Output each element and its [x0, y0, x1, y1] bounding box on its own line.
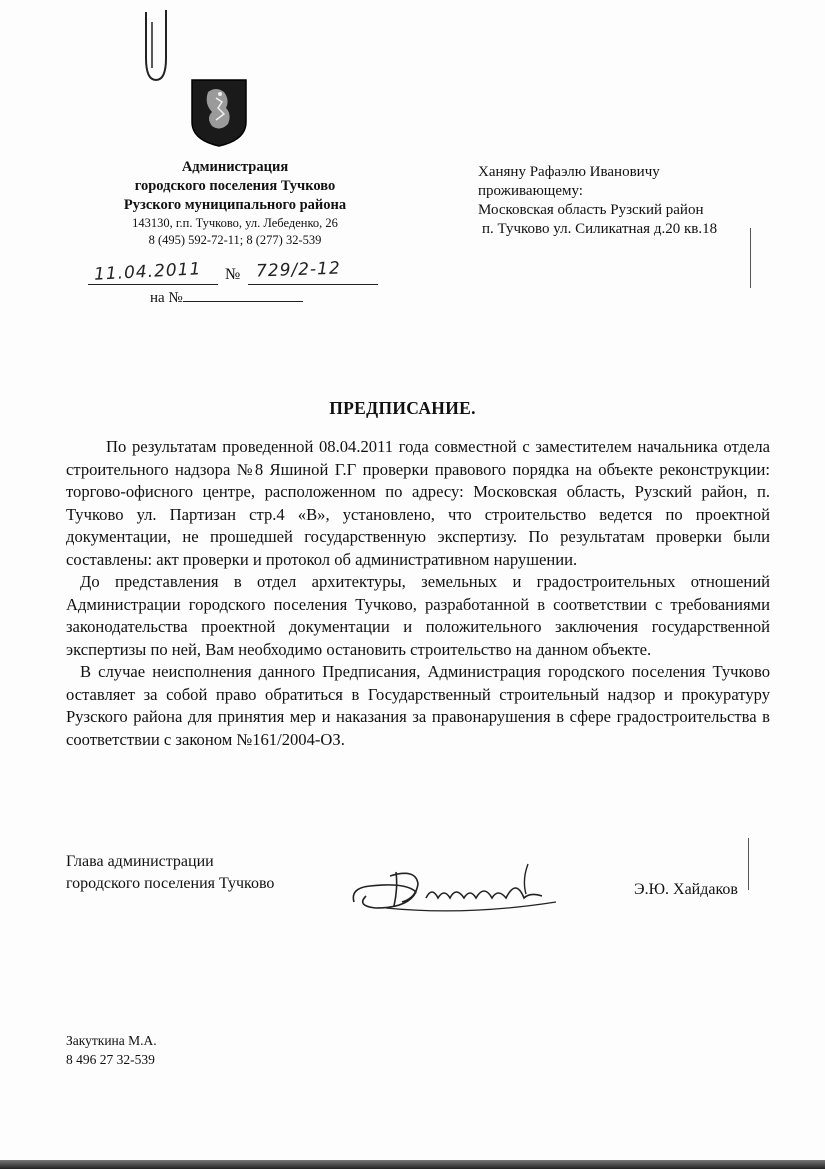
coat-of-arms-icon	[190, 78, 248, 148]
handwritten-signature-icon	[346, 858, 566, 918]
handwritten-top-mark-icon	[136, 8, 176, 88]
document-body	[66, 436, 770, 751]
registration-date: 11.04.2011	[93, 259, 202, 285]
reference-underline	[183, 287, 303, 302]
scan-bottom-edge	[0, 1160, 825, 1169]
sender-block	[70, 158, 400, 249]
paragraph-3: В случае неисполнения данного Предписания, Администрация городского поселения Тучково оставляет за собой право обратиться в Государственный строительный надзор и прокуратуру Рузского района для принятия мер и наказания за правонарушения в сфере градостроительства в соответствии с законом №161/2004-ОЗ.	[66, 662, 770, 749]
paragraph-1: По результатам проведенной 08.04.2011 года совместной с заместителем начальника отдела строительного надзора №8 Яшиной Г.Г проверки правового порядка на объекте реконструкции: торгово-офисного центре, расположенном по адресу: Московская область, Рузский район, п. Тучково ул. Партизан стр.4 «В», установлено, что строительство ведется по проектной документации, не прошедшей государственную экспертизу. По результатам проверки были составлены: акт проверки и протокол об административном нарушении.	[66, 437, 770, 569]
scan-margin-line-2	[748, 838, 749, 890]
scan-margin-line	[750, 228, 751, 288]
org-name-line1: Администрация	[181, 159, 289, 175]
document-title: ПРЕДПИСАНИЕ.	[329, 398, 476, 418]
executor-block	[66, 1031, 157, 1069]
recipient-region: Московская область Рузский район	[478, 202, 704, 218]
signatory-name: Э.Ю. Хайдаков	[634, 881, 738, 898]
signatory-role-line1: Глава администрации	[66, 853, 214, 870]
executor-name: Закуткина М.А.	[66, 1033, 157, 1048]
registration-line	[88, 258, 378, 288]
recipient-block	[478, 163, 717, 239]
date-underline	[88, 284, 218, 285]
registration-number: 729/2-12	[255, 258, 342, 282]
paragraph-2: До представления в отдел архитектуры, земельных и градостроительных отношений Администрации городского поселения Тучково, разработанной в соответствии с требованиями законодательства проектной документации и положительного заключения государственной экспертизы по ней, Вам необходимо остановить строительство на данном объекте.	[66, 572, 770, 659]
recipient-line2: проживающему:	[478, 183, 583, 199]
org-name-line3: Рузского муниципального района	[123, 197, 347, 213]
reference-label: на №	[150, 290, 183, 306]
org-phones: 8 (495) 592-72-11; 8 (277) 32-539	[148, 233, 322, 247]
number-sign: №	[225, 266, 241, 283]
recipient-name: Ханяну Рафаэлю Ивановичу	[478, 164, 660, 180]
signatory-role-line2: городского поселения Тучково	[66, 875, 275, 892]
org-name-line2: городского поселения Тучково	[134, 178, 336, 194]
number-underline	[248, 284, 378, 285]
signatory-role	[66, 851, 274, 895]
org-address: 143130, г.п. Тучково, ул. Лебеденко, 26	[132, 216, 338, 230]
reference-line	[150, 287, 303, 307]
executor-phone: 8 496 27 32-539	[66, 1052, 155, 1067]
recipient-address: п. Тучково ул. Силикатная д.20 кв.18	[482, 221, 718, 237]
